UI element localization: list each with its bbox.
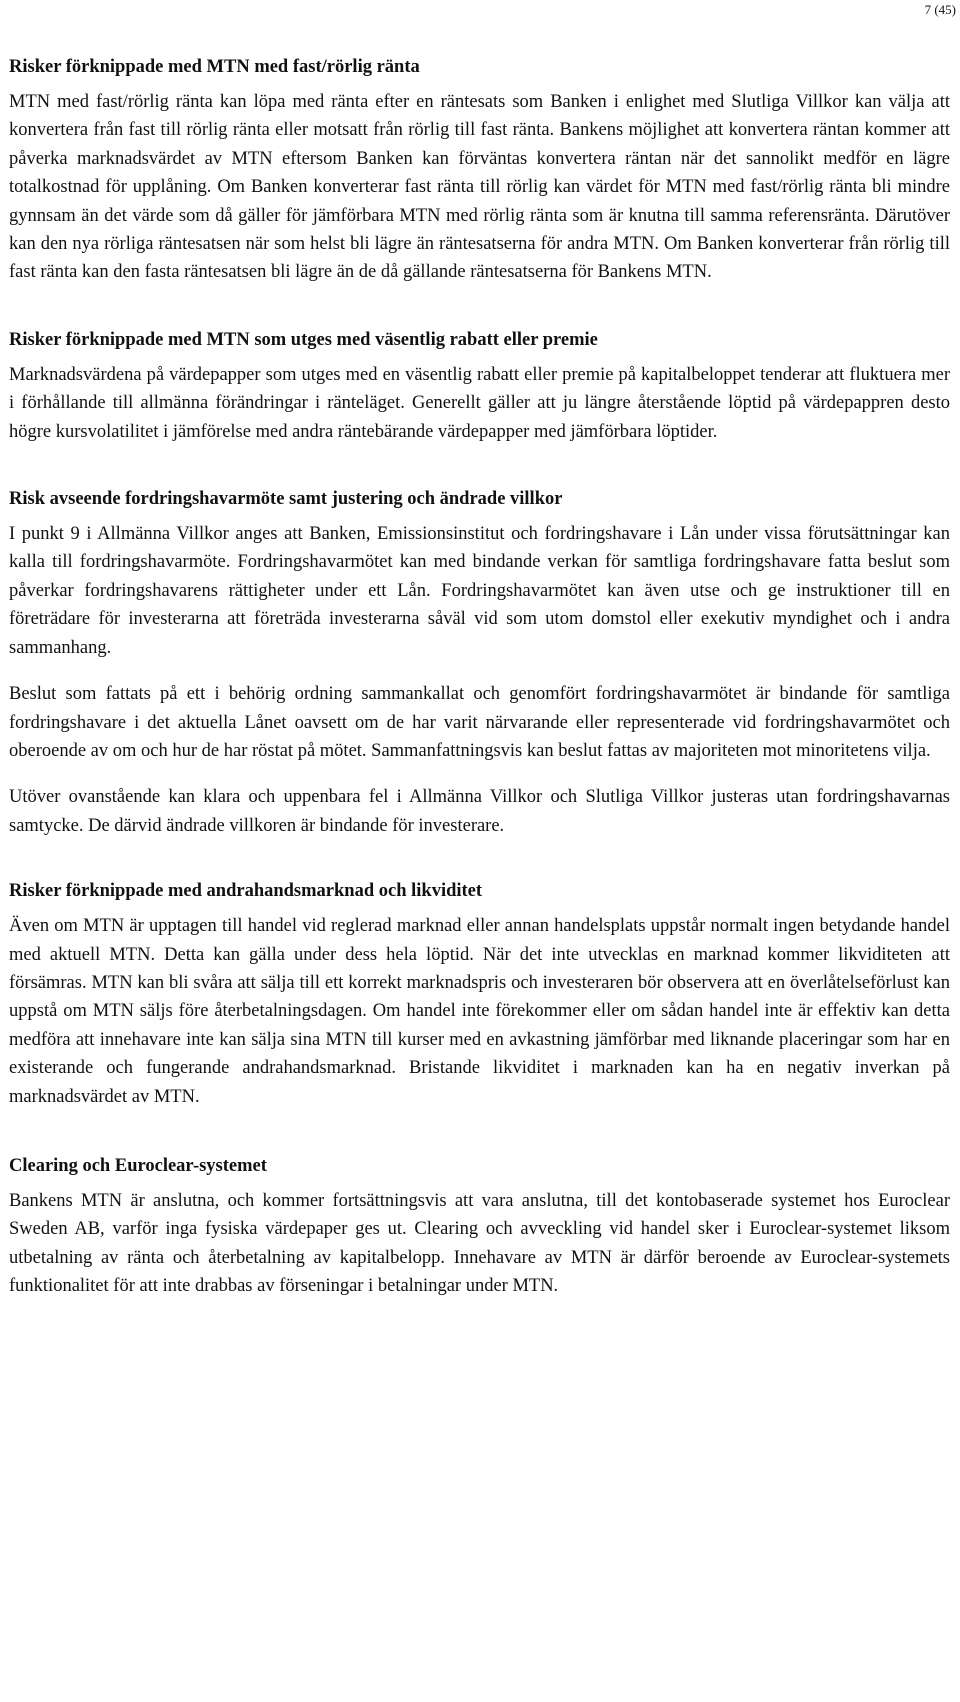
paragraph: I punkt 9 i Allmänna Villkor anges att Banken, Emissionsinstitut och fordringshavare i Lån under vissa förutsättningar kan kalla till fordringshavarmöte. Fordringshavarmötet kan med bindande verkan för samtliga fordringshavare fatta beslut som påverkar fordringshavarens rättigheter under ett Lån. Fordringshavarmötet kan även utse och ge instruktioner till en företrädare för investerarna att företräda investerarna såväl vid som utom domstol eller exekutiv myndighet och i andra sammanhang. xyxy=(9,524,950,658)
section-clearing-euroclear xyxy=(9,1151,950,1301)
paragraph: Även om MTN är upptagen till handel vid reglerad marknad eller annan handelsplats uppstår normalt ingen betydande handel med aktuell MTN. Detta kan gälla under dess hela löptid. När det inte utvecklas en marknad kommer likviditeten att försämras. MTN kan bli svåra att sälja till ett korrekt marknadspris och investeraren bör observera att en överlåtelseförlust kan uppstå om MTN säljs före återbetalningsdagen. Om handel inte förekommer eller om sådan handel inte är effektiv kan detta medföra att innehavare inte kan sälja sina MTN till kurser med en avkastning jämförbar med liknande placeringar som har en existerande och fungerande andrahandsmarknad. Bristande likviditet i marknaden kan ha en negativ inverkan på marknadsvärdet av MTN. xyxy=(9,916,950,1107)
paragraph: Utöver ovanstående kan klara och uppenbara fel i Allmänna Villkor och Slutliga Villkor justeras utan fordringshavarnas samtycke. De därvid ändrade villkoren är bindande för investerare. xyxy=(9,787,950,836)
section-noteholder-meeting xyxy=(9,484,950,840)
paragraph: Beslut som fattats på ett i behörig ordning sammankallat och genomfört fordringshavarmötet är bindande för samtliga fordringshavare i det aktuella Lånet oavsett om de har varit närvarande eller representerade vid fordringshavarmötet och oberoende av om och hur de har röstat på mötet. Sammanfattningsvis kan beslut fattas av majoriteten mot minoritetens vilja. xyxy=(9,684,950,761)
section-fixed-floating-rate xyxy=(9,52,950,287)
section-heading: Risk avseende fordringshavarmöte samt justering och ändrade villkor xyxy=(9,489,563,510)
paragraph: Bankens MTN är anslutna, och kommer fortsättningsvis att vara anslutna, till det kontobaserade systemet hos Euroclear Sweden AB, varför inga fysiska värdepaper ges ut. Clearing och avveckling vid handel sker i Euroclear-systemet liksom utbetalning av ränta och återbetalning av kapitalbelopp. Innehavare av MTN är därför beroende av Euroclear-systemets funktionalitet för att inte drabbas av förseningar i betalningar under MTN. xyxy=(9,1190,950,1297)
section-heading: Risker förknippade med andrahandsmarknad och likviditet xyxy=(9,881,483,902)
page-number: 7 (45) xyxy=(924,2,956,17)
document-body xyxy=(9,52,950,1301)
paragraph: Marknadsvärdena på värdepapper som utges med en väsentlig rabatt eller premie på kapitalbeloppet tenderar att fluktuera mer i förhållande till allmänna förändringar i ränteläget. Generellt gäller att ju längre återstående löptid på värdepappren desto högre kursvolatilitet i jämförelse med andra räntebärande värdepapper med jämförbara löptider. xyxy=(9,364,950,442)
section-discount-premium xyxy=(9,325,950,446)
section-secondary-market-liquidity xyxy=(9,876,950,1111)
section-heading: Risker förknippade med MTN med fast/rörlig ränta xyxy=(9,57,420,77)
section-heading: Clearing och Euroclear-systemet xyxy=(9,1155,267,1176)
section-heading: Risker förknippade med MTN som utges med väsentlig rabatt eller premie xyxy=(9,329,598,350)
paragraph: MTN med fast/rörlig ränta kan löpa med ränta efter en räntesats som Banken i enlighet med Slutliga Villkor kan välja att konvertera från fast till rörlig ränta eller motsatt från rörlig till fast ränta. Bankens möjlighet att konvertera räntan kommer att påverka marknadsvärdet av MTN eftersom Banken kan förväntas konvertera räntan när det sannolikt medför en lägre totalkostnad för upplåning. Om Banken konverterar fast ränta till rörlig kan värdet för MTN med fast/rörlig ränta bli mindre gynnsam än det värde som då gäller för jämförbara MTN med rörlig ränta som är knutna till samma referensränta. Därutöver kan den nya rörliga räntesatsen när som helst bli lägre än räntesatserna för andra MTN. Om Banken konverterar från rörlig till fast ränta kan den fasta räntesatsen bli lägre än de då gällande räntesatserna för Bankens MTN. xyxy=(9,92,950,283)
